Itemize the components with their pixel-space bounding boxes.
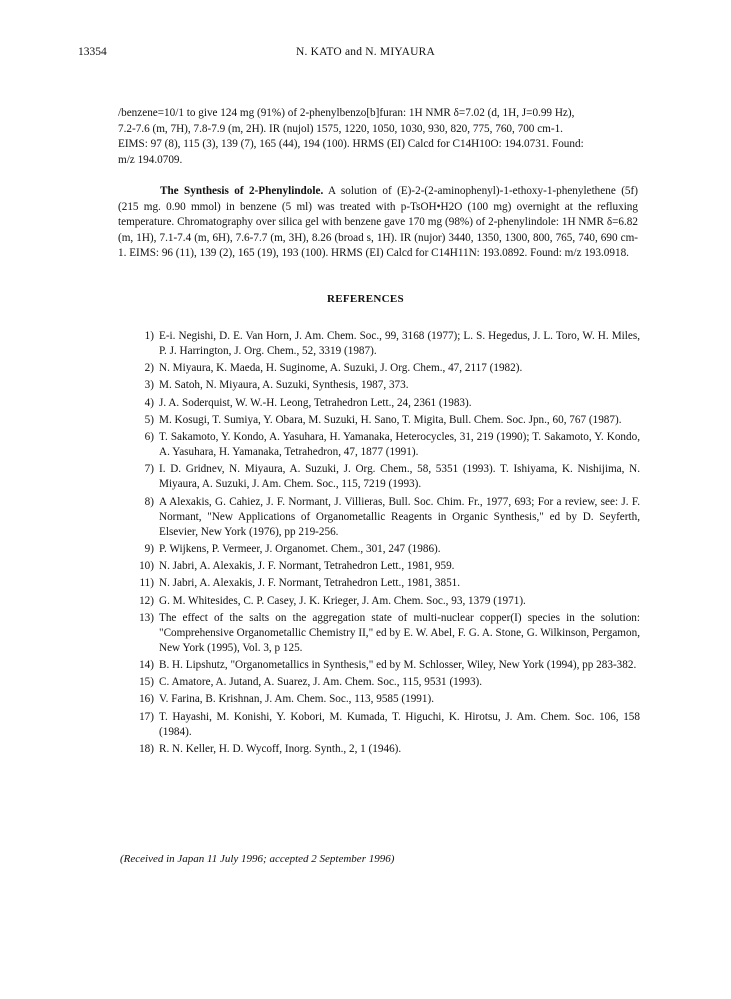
experimental-paragraph-1	[118, 106, 638, 168]
reference-text: R. N. Keller, H. D. Wycoff, Inorg. Synth., 2, 1 (1946).	[159, 742, 402, 755]
received-note: (Received in Japan 11 July 1996; accepted 2 September 1996)	[120, 853, 395, 865]
reference-number: 14)	[139, 659, 154, 672]
reference-text: N. Jabri, A. Alexakis, J. F. Normant, Tetrahedron Lett., 1981, 959.	[159, 560, 455, 573]
reference-item	[118, 692, 640, 707]
reference-number: 1)	[144, 330, 154, 342]
reference-text: I. D. Gridnev, N. Miyaura, A. Suzuki, J. Org. Chem., 58, 5351 (1993). T. Ishiyama, K. Nishijima, N. Miyaura, A. Suzuki, J. Am. Chem. Soc., 115, 7219 (1993).	[159, 463, 640, 491]
reference-number: 7)	[144, 463, 154, 476]
reference-item	[118, 430, 640, 461]
reference-text: B. H. Lipshutz, "Organometallics in Synthesis," ed by M. Schlosser, Wiley, New York (1994), pp 283-382.	[159, 659, 637, 672]
reference-number: 6)	[144, 430, 154, 443]
reference-number: 11)	[139, 577, 154, 590]
reference-number: 18)	[139, 742, 154, 755]
para1-line-1: /benzene=10/1 to give 124 mg (91%) of 2-phenylbenzo[b]furan: 1H NMR δ=7.02 (d, 1H, J=0.99 Hz),	[118, 107, 575, 119]
para1-line-3: EIMS: 97 (8), 115 (3), 139 (7), 165 (44), 194 (100). HRMS (EI) Calcd for C14H10O: 194.0731. Found:	[118, 138, 584, 150]
reference-item	[118, 361, 640, 376]
reference-text: P. Wijkens, P. Vermeer, J. Organomet. Chem., 301, 247 (1986).	[159, 543, 441, 556]
reference-text: The effect of the salts on the aggregation state of multi-nuclear copper(I) species in the solution: "Comprehensive Organometallic Chemistry II," ed by E. W. Abel, F. G. A. Stone, G. Wilkinson, Pergamon, New York (1995), Vol. 3, p 125.	[159, 611, 640, 655]
reference-text: C. Amatore, A. Jutand, A. Suarez, J. Am. Chem. Soc., 115, 9531 (1993).	[159, 676, 483, 689]
reference-item	[118, 559, 640, 574]
reference-text: N. Miyaura, K. Maeda, H. Suginome, A. Suzuki, J. Org. Chem., 47, 2117 (1982).	[159, 362, 523, 375]
reference-text: M. Satoh, N. Miyaura, A. Suzuki, Synthesis, 1987, 373.	[159, 379, 409, 392]
section-text: A solution of (E)-2-(2-aminophenyl)-1-ethoxy-1-phenylethene (5f) (215 mg. 0.90 mmol) in benzene (5 ml) was treated with p-TsOH•H2O (100 mg) overnight at the refluxing temperature. Chromatography over silica gel with benzene gave 170 mg (98%) of 2-phenylindole: 1H NMR δ=6.82 (m, 1H), 7.1-7.4 (m, 6H), 7.6-7.7 (m, 3H), 8.26 (broad s, 1H). IR (nujor) 3440, 1350, 1300, 800, 765, 740, 690 cm-1. EIMS: 96 (11), 139 (2), 165 (19), 193 (100). HRMS (EI) Calcd for C14H11N: 193.0892. Found: m/z 193.0918.	[118, 185, 638, 259]
reference-number: 9)	[144, 543, 154, 556]
page-number: 13354	[78, 46, 107, 58]
reference-item	[118, 658, 640, 673]
para1-line-2: 7.2-7.6 (m, 7H), 7.8-7.9 (m, 2H). IR (nujol) 1575, 1220, 1050, 1030, 930, 820, 775, 760, 700 cm-1.	[118, 122, 563, 135]
reference-item	[118, 542, 640, 557]
reference-number: 3)	[144, 379, 154, 392]
reference-list	[118, 329, 640, 759]
reference-item	[118, 396, 640, 411]
reference-text: N. Jabri, A. Alexakis, J. F. Normant, Tetrahedron Lett., 1981, 3851.	[159, 577, 461, 590]
reference-item	[118, 329, 640, 360]
reference-text: V. Farina, B. Krishnan, J. Am. Chem. Soc., 113, 9585 (1991).	[159, 693, 435, 706]
reference-number: 4)	[144, 396, 154, 409]
reference-number: 12)	[139, 594, 154, 607]
reference-number: 2)	[144, 362, 154, 375]
reference-item	[118, 378, 640, 393]
reference-item	[118, 710, 640, 741]
reference-text: E-i. Negishi, D. E. Van Horn, J. Am. Chem. Soc., 99, 3168 (1977); L. S. Hegedus, J. L. Toro, W. H. Miles, P. J. Harrington, J. Org. Chem., 52, 3319 (1987).	[159, 330, 640, 358]
reference-text: T. Hayashi, M. Konishi, Y. Kobori, M. Kumada, T. Higuchi, K. Hirotsu, J. Am. Chem. Soc. 106, 158 (1984).	[159, 710, 640, 738]
reference-number: 15)	[139, 676, 154, 689]
reference-number: 5)	[144, 413, 154, 426]
running-authors: N. KATO and N. MIYAURA	[296, 46, 435, 58]
reference-item	[118, 576, 640, 591]
reference-item	[118, 611, 640, 657]
reference-text: J. A. Soderquist, W. W.-H. Leong, Tetrahedron Lett., 24, 2361 (1983).	[159, 396, 472, 409]
reference-number: 16)	[139, 693, 154, 706]
reference-text: M. Kosugi, T. Sumiya, Y. Obara, M. Suzuki, H. Sano, T. Migita, Bull. Chem. Soc. Jpn., 60, 767 (1987).	[159, 413, 622, 426]
reference-number: 13)	[139, 611, 154, 624]
reference-item	[118, 594, 640, 609]
reference-text: T. Sakamoto, Y. Kondo, A. Yasuhara, H. Yamanaka, Heterocycles, 31, 219 (1990); T. Sakamoto, Y. Kondo, A. Yasuhara, H. Yamanaka, Tetrahedron, 47, 1877 (1991).	[159, 430, 640, 459]
reference-item	[118, 675, 640, 690]
reference-number: 17)	[139, 710, 154, 723]
reference-text: A Alexakis, G. Cahiez, J. F. Normant, J. Villieras, Bull. Soc. Chim. Fr., 1977, 693; For a review, see: J. F. Normant, "New Applications of Organometallic Reagents in Organic Synthesis," ed by D. Seyferth, Elsevier, New York (1976), pp 219-256.	[159, 495, 640, 539]
running-header	[0, 46, 731, 62]
reference-item	[118, 462, 640, 493]
section-heading: The Synthesis of 2-Phenylindole.	[160, 185, 324, 197]
references-heading: REFERENCES	[327, 293, 404, 305]
para1-line-4: m/z 194.0709.	[118, 153, 183, 166]
reference-text: G. M. Whitesides, C. P. Casey, J. K. Krieger, J. Am. Chem. Soc., 93, 1379 (1971).	[159, 594, 526, 607]
reference-item	[118, 413, 640, 428]
reference-item	[118, 742, 640, 757]
reference-number: 8)	[144, 495, 154, 508]
reference-item	[118, 495, 640, 541]
experimental-paragraph-2	[118, 184, 638, 262]
reference-number: 10)	[139, 560, 154, 573]
